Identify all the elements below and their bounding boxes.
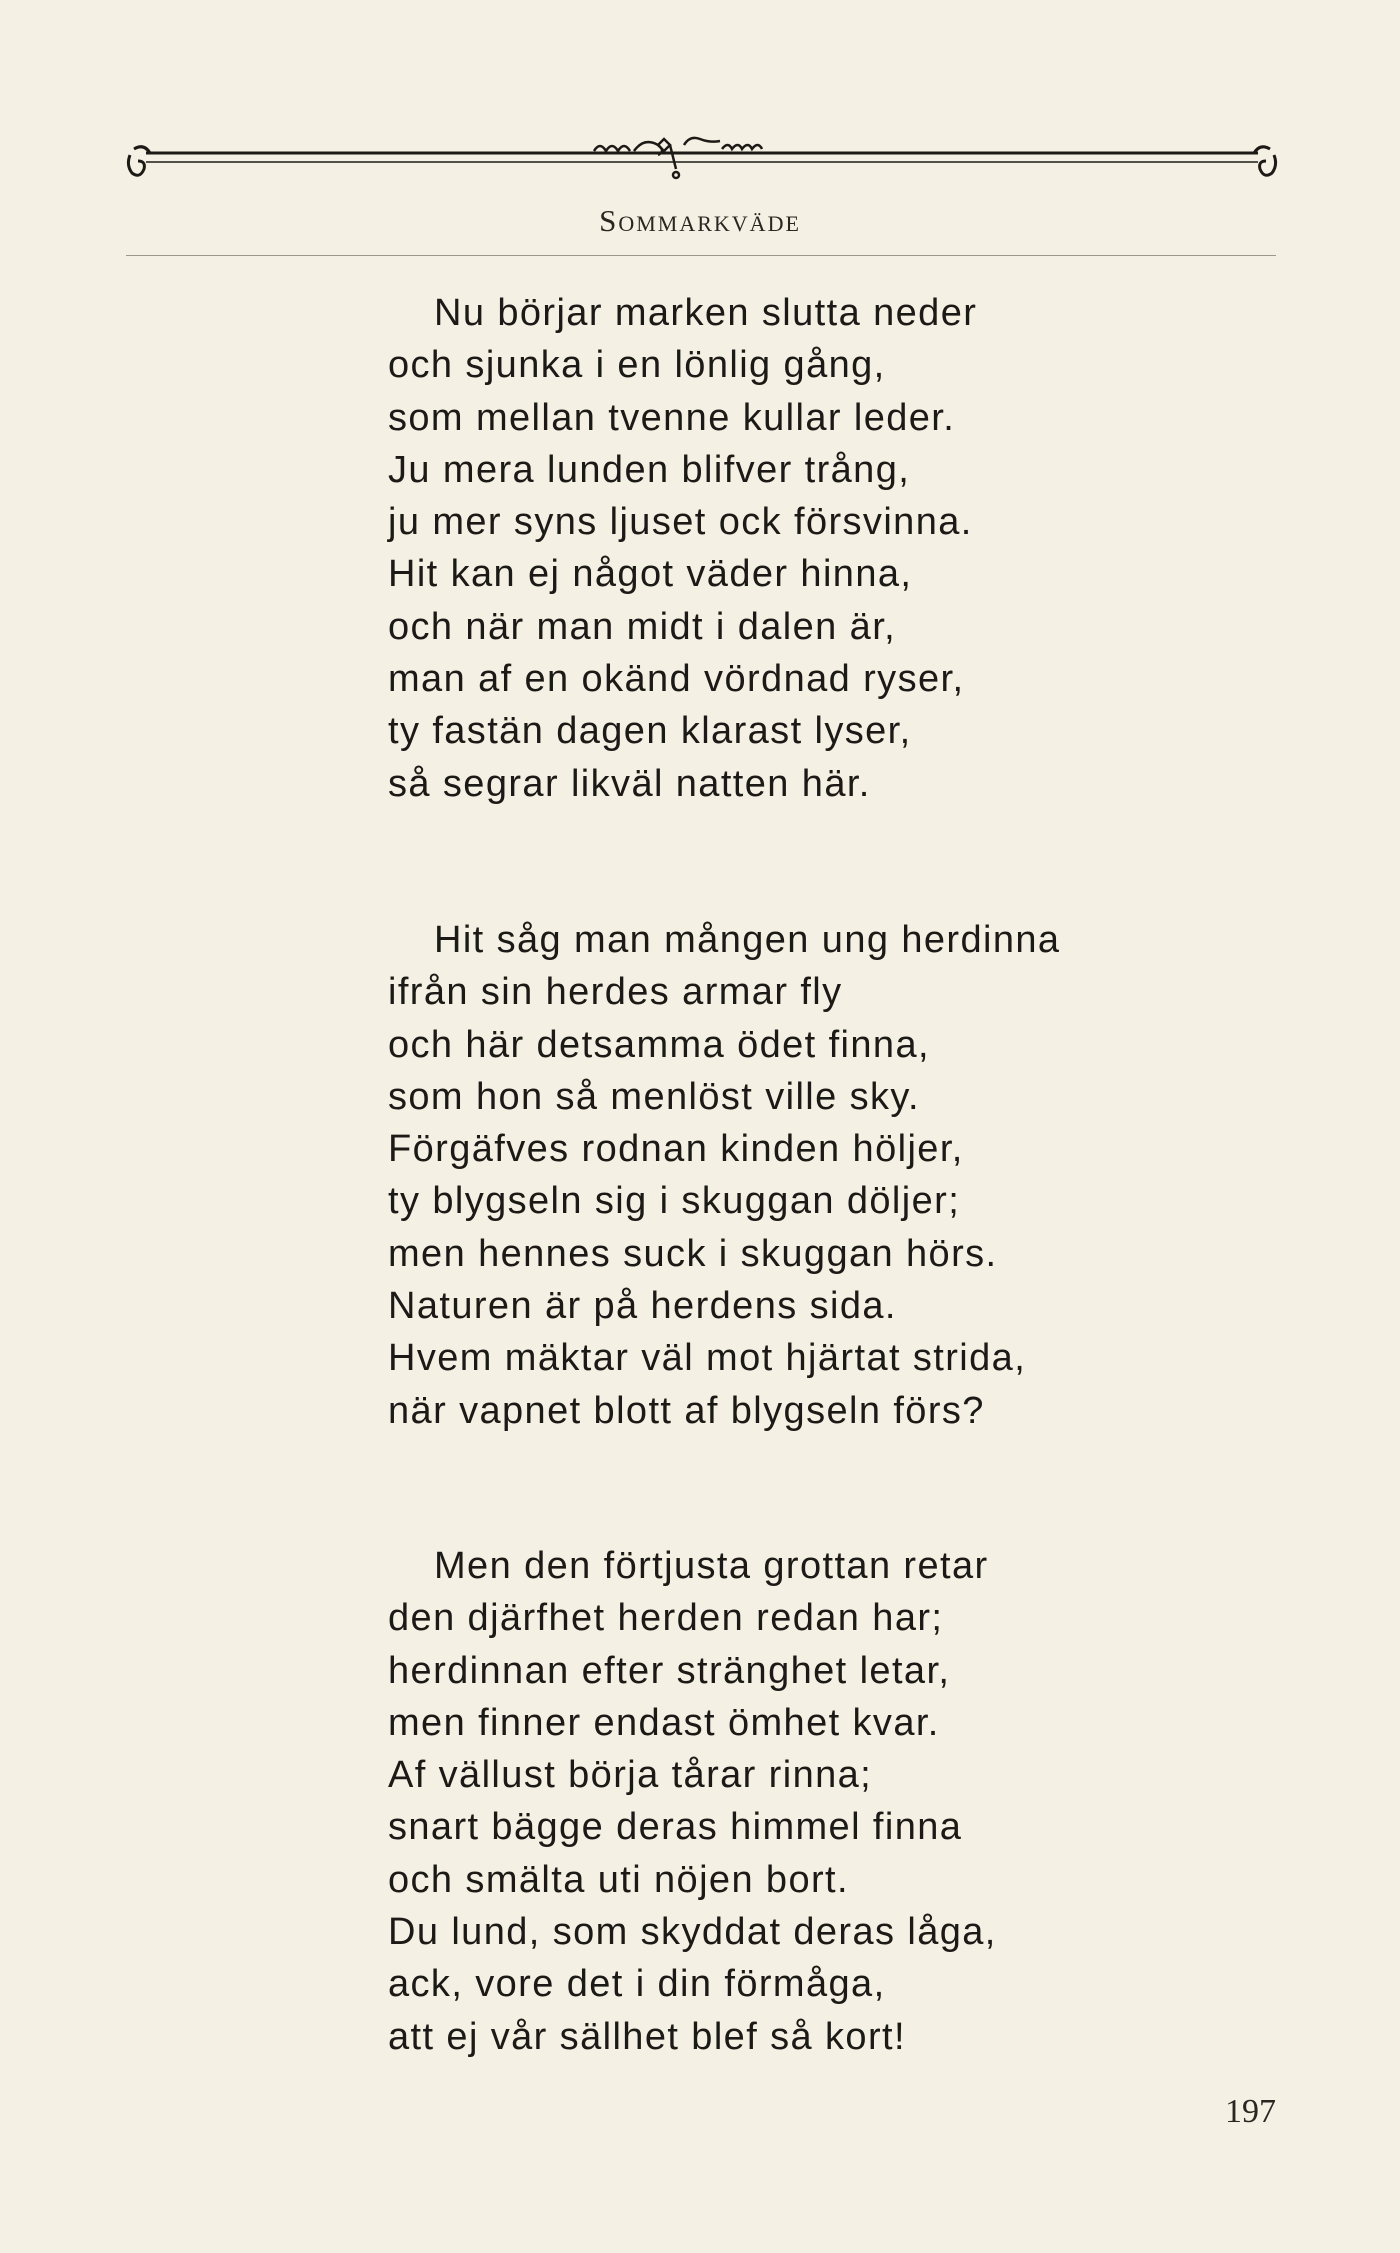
verse-line: man af en okänd vördnad ryser, [388,658,965,701]
verse-line: ty fastän dagen klarast lyser, [388,710,912,753]
verse-line: herdinnan efter stränghet letar, [388,1649,951,1692]
verse-line: som mellan tvenne kullar leder. [388,396,956,439]
verse-line: ack, vore det i din förmåga, [388,1963,886,2006]
verse-line: den djärfhet herden redan har; [388,1597,944,1640]
verse-line: men finner endast ömhet kvar. [388,1701,940,1744]
verse-line: Af vällust börja tårar rinna; [388,1754,873,1797]
verse-line: när vapnet blott af blygseln förs? [388,1389,985,1432]
left-scroll-icon [128,147,150,176]
verse-line: ifrån sin herdes armar fly [388,971,843,1014]
right-scroll-icon [1254,147,1276,176]
verse-line: så segrar likväl natten här. [388,762,871,805]
verse-line: att ej vår sällhet blef så kort! [388,2015,906,2058]
header-divider [126,255,1276,256]
verse-line: Naturen är på herdens sida. [388,1285,897,1328]
verse-line: snart bägge deras himmel finna [388,1806,963,1849]
center-flourish-icon [594,138,762,178]
verse-line: men hennes suck i skuggan hörs. [388,1232,998,1275]
verse-line: Ju mera lunden blifver trång, [388,448,911,491]
stanza [388,1540,1288,2063]
verse-line: Hvem mäktar väl mot hjärtat strida, [388,1337,1027,1380]
verse-line: ty blygseln sig i skuggan döljer; [388,1180,961,1223]
double-rule [146,153,1258,162]
verse-line: Men den förtjusta grottan retar [434,1545,989,1587]
verse-line: Förgäfves rodnan kinden höljer, [388,1128,964,1171]
verse-line: och smälta uti nöjen bort. [388,1858,849,1901]
page-number: 197 [1225,2093,1276,2130]
verse-line: som hon så menlöst ville sky. [388,1075,920,1118]
verse-line: och sjunka i en lönlig gång, [388,344,886,387]
verse-line: Hit såg man mången ung herdinna [434,919,1061,961]
verse-line: och när man midt i dalen är, [388,605,897,648]
verse-line: ju mer syns ljuset ock försvinna. [388,501,973,544]
header-ornament [124,135,1280,205]
stanza [388,914,1288,1437]
stanza [388,287,1288,810]
running-head: Sommarkväde [599,203,801,238]
verse-line: och här detsamma ödet finna, [388,1023,930,1066]
verse-line: Du lund, som skyddat deras låga, [388,1911,997,1954]
verse-line: Hit kan ej något väder hinna, [388,553,913,596]
verse-line: Nu börjar marken slutta neder [434,292,978,334]
